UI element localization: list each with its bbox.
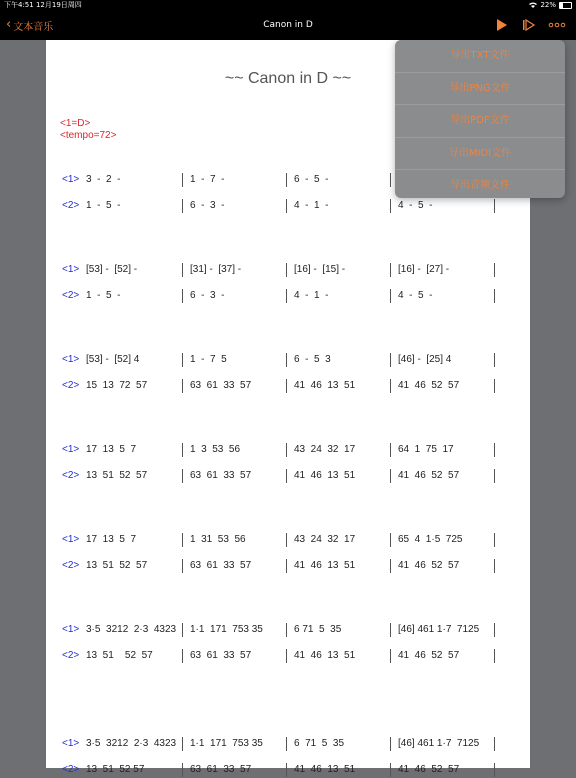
measure: [46] - [25] 4 [398,354,452,365]
bar-line [286,173,287,187]
key-signature: <1=D> [60,118,91,129]
measure: 41 46 13 51 [294,380,356,391]
bar-line [286,533,287,547]
measure: 3·5 3212 2·3 4323 [86,624,177,635]
voice-label: <2> [62,650,80,661]
bar-line [182,559,183,573]
export-menu [395,40,565,198]
voice-label: <2> [62,764,80,775]
measure: [46] 461 1·7 7125 [398,624,480,635]
bar-line [286,289,287,303]
bar-line [182,649,183,663]
measure: 1 - 5 - [86,290,121,301]
measure: 1 31 53 56 [190,534,246,545]
voice-label: <2> [62,470,80,481]
bar-line [182,443,183,457]
page-title: Canon in D [263,20,313,30]
bar-line [182,737,183,751]
bar-line [494,559,495,573]
measure: 17 13 5 7 [86,534,137,545]
bar-line [494,443,495,457]
score-title: ~~ Canon in D ~~ [224,70,352,87]
measure: [16] - [15] - [294,264,346,275]
measure: 65 4 1·5 725 [398,534,463,545]
measure: 4 - 1 - [294,200,329,211]
battery-icon [559,2,572,9]
bar-line [494,763,495,777]
bar-line [390,533,391,547]
measure: 41 46 13 51 [294,650,356,661]
menu-export-png[interactable]: 导出PNG文件 [395,73,565,106]
bar-line [390,469,391,483]
measure: 4 - 5 - [398,290,433,301]
measure: 13 51 52 57 [86,764,145,775]
bar-line [286,199,287,213]
bar-line [182,173,183,187]
menu-export-midi[interactable]: 导出MIDI文件 [395,138,565,171]
measure: 41 46 52 57 [398,560,460,571]
status-bar [0,0,576,10]
bar-line [390,263,391,277]
measure: [46] 461 1·7 7125 [398,738,480,749]
measure: 41 46 13 51 [294,560,356,571]
measure: 1 3 53 56 [190,444,241,455]
bar-line [494,263,495,277]
bar-line [390,763,391,777]
bar-line [494,533,495,547]
voice-label: <1> [62,354,80,365]
back-label: 文本音乐 [13,21,54,33]
measure: 63 61 33 57 [190,470,252,481]
measure: 6 - 3 - [190,200,225,211]
voice-label: <2> [62,290,80,301]
bar-line [182,289,183,303]
measure: 13 51 52 57 [86,650,153,661]
bar-line [494,469,495,483]
tempo-marking: <tempo=72> [60,130,117,141]
bar-line [494,379,495,393]
measure: 41 46 52 57 [398,764,460,775]
bar-line [286,469,287,483]
bar-line [494,289,495,303]
measure: 41 46 13 51 [294,470,356,481]
bar-line [390,199,391,213]
voice-label: <2> [62,200,80,211]
bar-line [390,173,391,187]
voice-label: <1> [62,534,80,545]
measure: [16] - [27] - [398,264,450,275]
measure: 43 24 32 17 [294,534,356,545]
bar-line [182,623,183,637]
bar-line [286,379,287,393]
bar-line [182,199,183,213]
measure: 64 1 75 17 [398,444,454,455]
measure: 15 13 72 57 [86,380,148,391]
bar-line [494,737,495,751]
measure: 41 46 52 57 [398,470,460,481]
measure: 13 51 52 57 [86,560,148,571]
measure: 43 24 32 17 [294,444,356,455]
bar-line [390,443,391,457]
measure: [31] - [37] - [190,264,242,275]
bar-line [286,737,287,751]
voice-label: <2> [62,380,80,391]
more-icon[interactable] [548,16,566,34]
bar-line [182,763,183,777]
voice-label: <1> [62,174,80,185]
measure: 4 - 1 - [294,290,329,301]
bar-line [182,469,183,483]
bar-line [286,263,287,277]
navigation-bar [0,10,576,40]
voice-label: <1> [62,264,80,275]
bar-line [286,559,287,573]
measure: [53] - [52] 4 [86,354,140,365]
bar-line [390,559,391,573]
bar-line [182,533,183,547]
measure: 63 61 33 57 [190,764,252,775]
voice-label: <1> [62,624,80,635]
measure: 1 - 5 - [86,200,121,211]
measure: 1·1 171 753 35 [190,738,263,749]
measure: 63 61 33 57 [190,650,252,661]
measure: 6 71 5 35 [294,624,342,635]
measure: 4 - 5 - [398,200,433,211]
bar-line [286,443,287,457]
measure: 1·1 171 753 35 [190,624,263,635]
voice-label: <2> [62,560,80,571]
measure: [53] - [52] - [86,264,138,275]
menu-export-pdf[interactable]: 导出PDF文件 [395,105,565,138]
measure: 6 - 3 - [190,290,225,301]
bar-line [494,623,495,637]
measure: 1 - 7 - [190,174,225,185]
menu-export-audio[interactable]: 导出音频文件 [450,180,510,192]
measure: 63 61 33 57 [190,380,252,391]
status-date: 12月19日周四 [35,1,82,9]
wifi-icon [529,2,537,8]
measure: 41 46 52 57 [398,650,460,661]
measure: 6 - 5 - [294,174,329,185]
measure: 3 - 2 - [86,174,121,185]
bar-line [286,649,287,663]
bar-line [182,353,183,367]
voice-label: <1> [62,444,80,455]
bar-line [182,263,183,277]
play-icon[interactable] [492,16,510,34]
measure: 6 71 5 35 [294,738,345,749]
bar-line [286,623,287,637]
bar-line [494,649,495,663]
bar-line [494,353,495,367]
measure: 41 46 52 57 [398,380,460,391]
measure: 3·5 3212 2·3 4323 [86,738,177,749]
menu-export-txt[interactable]: 导出TXT文件 [395,40,565,73]
bar-line [390,623,391,637]
bar-line [390,737,391,751]
bar-line [182,379,183,393]
measure: 13 51 52 57 [86,470,148,481]
chevron-left-icon: ‹ [6,17,12,32]
bar-line [390,649,391,663]
play-step-icon[interactable] [520,16,538,34]
measure: 17 13 5 7 [86,444,137,455]
battery-percent: 22% [540,1,556,9]
bar-line [390,289,391,303]
bar-line [286,353,287,367]
bar-line [286,763,287,777]
measure: 63 61 33 57 [190,560,252,571]
measure: 6 - 5 3 [294,354,331,365]
status-time: 下午4:51 [4,1,34,9]
bar-line [390,353,391,367]
bar-line [390,379,391,393]
measure: 1 - 7 5 [190,354,227,365]
measure: 41 46 13 51 [294,764,356,775]
voice-label: <1> [62,738,80,749]
